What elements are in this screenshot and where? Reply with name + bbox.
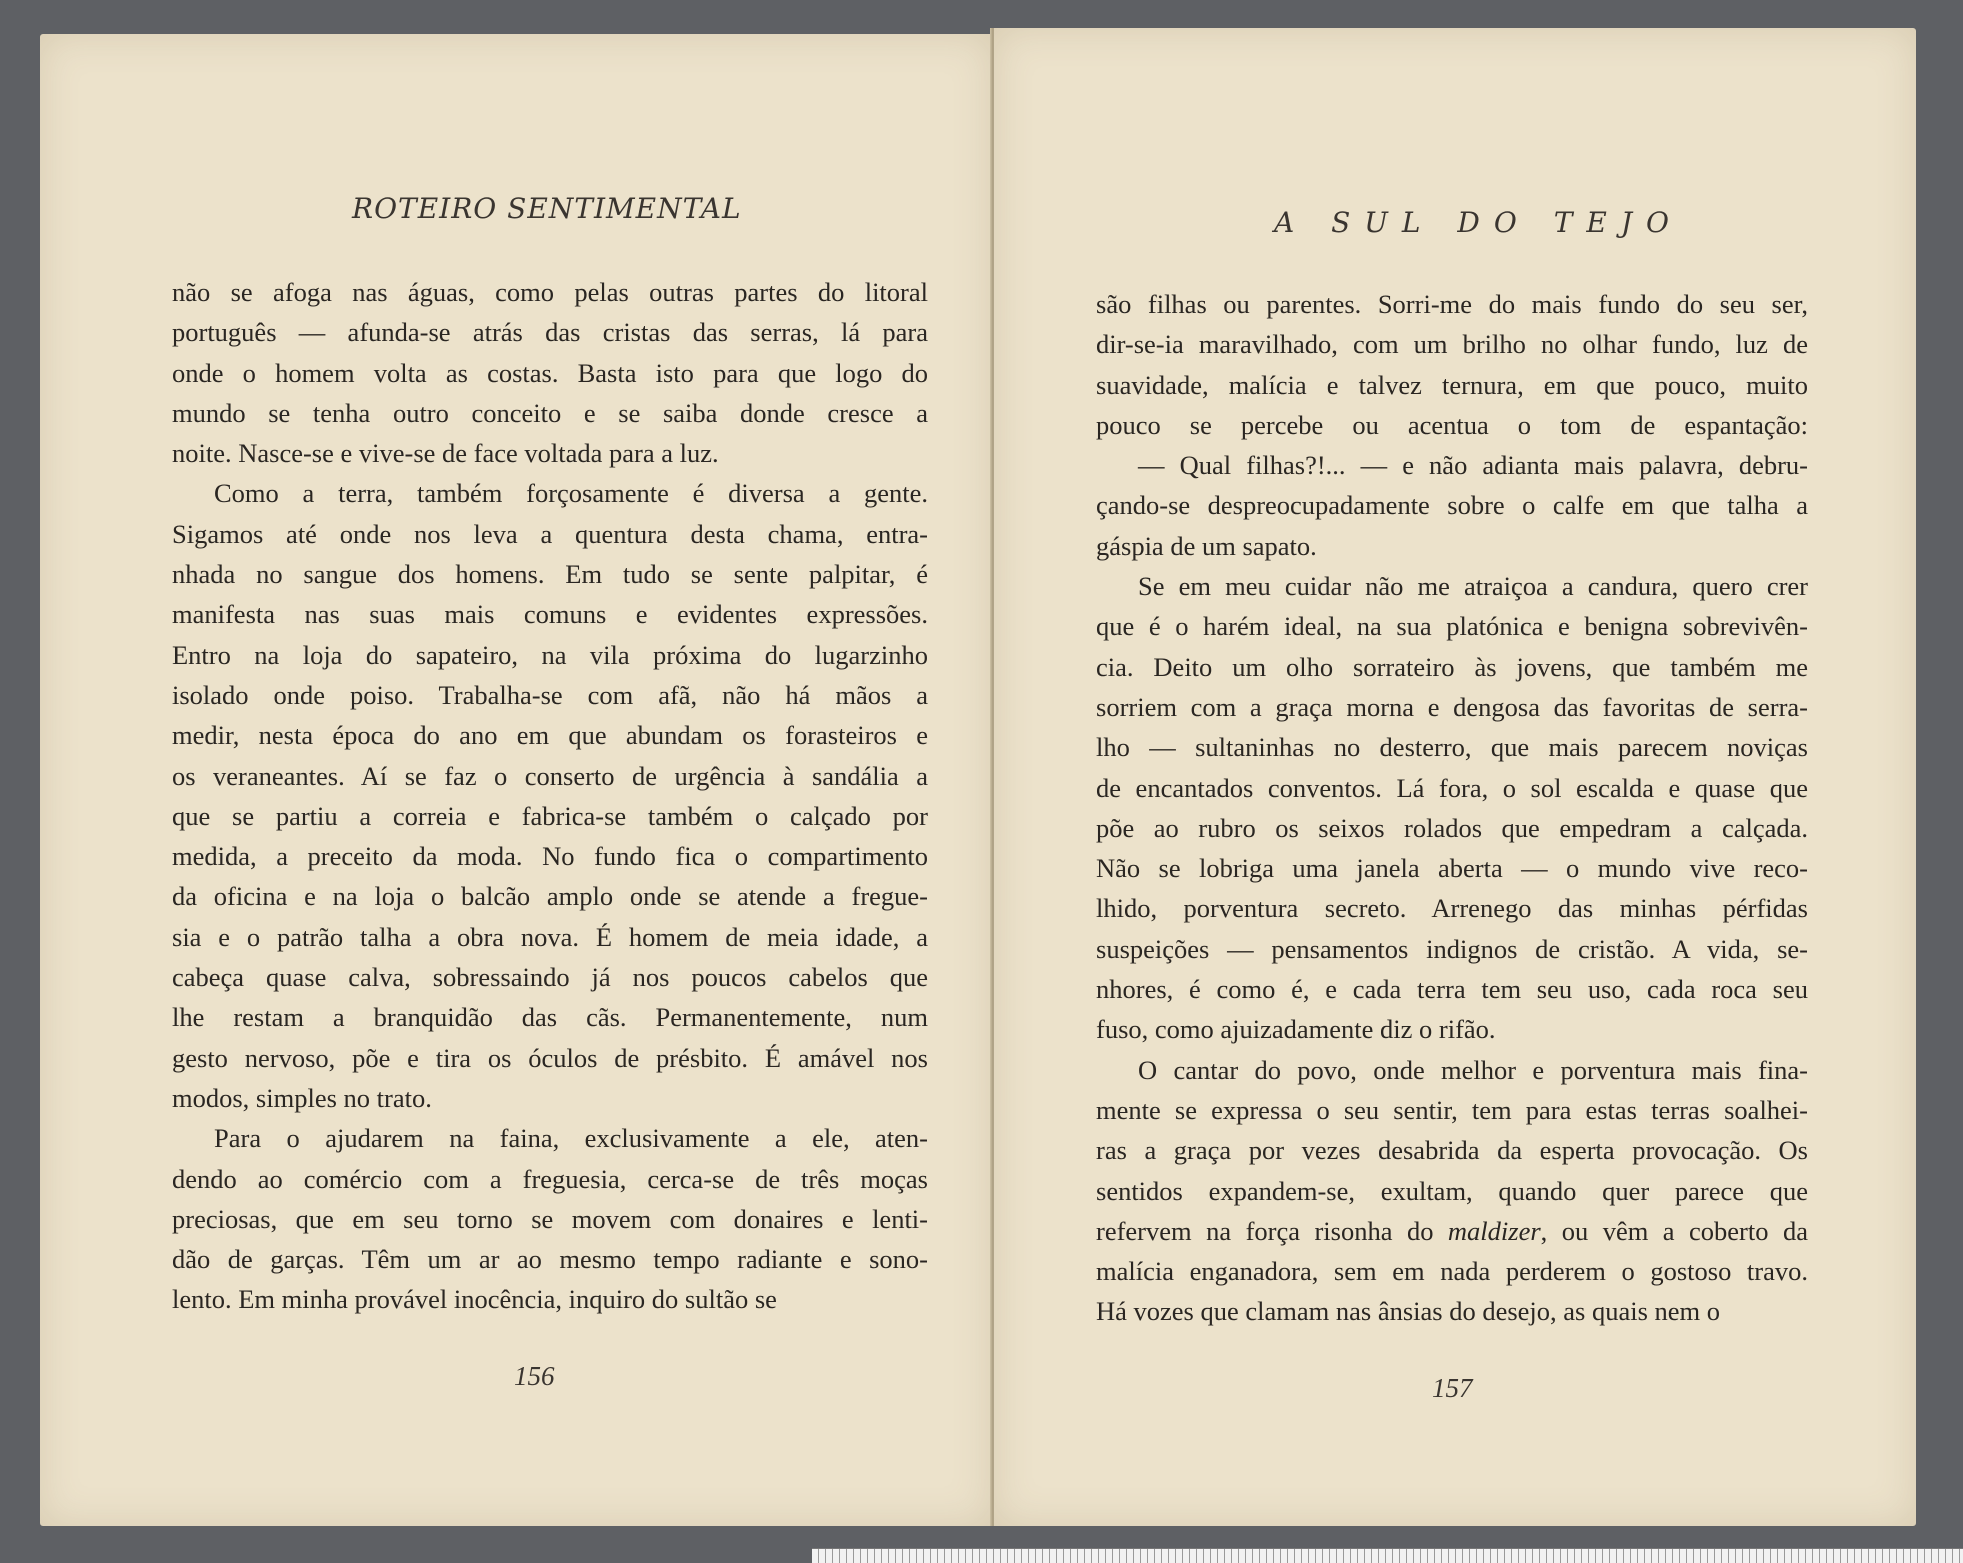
text-line: Se em meu cuidar não me atraiçoa a candura, quero crer	[1138, 571, 1808, 602]
text-block	[172, 272, 928, 1320]
text-line: preciosas, que em seu torno se movem com donaires e lenti-	[172, 1203, 928, 1234]
text-line: malícia enganadora, sem em nada perderem o gostoso travo.	[1096, 1256, 1808, 1287]
text-line: Para o ajudarem na faina, exclusivamente a ele, aten-	[214, 1123, 928, 1154]
text-line: nhores, é como é, e cada terra tem seu uso, cada roca seu	[1096, 974, 1808, 1005]
text-line: dir-se-ia maravilhado, com um brilho no olhar fundo, luz de	[1096, 329, 1808, 360]
text-line: sorriem com a graça morna e dengosa das favoritas de serra-	[1096, 691, 1808, 722]
text-line: manifesta nas suas mais comuns e evidentes expressões.	[172, 599, 928, 630]
text-line: que é o harém ideal, na sua platónica e benigna sobrevivên-	[1096, 611, 1808, 642]
text-line: que se partiu a correia e fabrica-se também o calçado por	[172, 800, 928, 831]
left-page	[40, 34, 992, 1526]
text-line: os veraneantes. Aí se faz o conserto de urgência à sandália a	[172, 760, 928, 791]
text-line: dão de garças. Têm um ar ao mesmo tempo radiante e sono-	[172, 1244, 928, 1275]
text-line: Há vozes que clamam nas ânsias do desejo, as quais nem o	[1096, 1296, 1721, 1327]
text-line: cia. Deito um olho sorrateiro às jovens, que também me	[1096, 651, 1808, 682]
text-line: mundo se tenha outro conceito e se saiba donde cresce a	[172, 397, 928, 428]
text-line	[1096, 1211, 1808, 1251]
text-line: fuso, como ajuizadamente diz o rifão.	[1096, 1014, 1496, 1045]
text-line: pouco se percebe ou acentua o tom de espantação:	[1096, 409, 1808, 440]
text-line: dendo ao comércio com a freguesia, cerca-se de três moças	[172, 1163, 928, 1194]
text-line: são filhas ou parentes. Sorri-me do mais fundo do seu ser,	[1096, 289, 1808, 319]
text-line: O cantar do povo, onde melhor e porventura mais fina-	[1138, 1054, 1808, 1085]
text-line: não se afoga nas águas, como pelas outras partes do litoral	[172, 277, 928, 307]
text-line: isolado onde poiso. Trabalha-se com afã, não há mãos a	[172, 679, 928, 710]
text-line: Entro na loja do sapateiro, na vila próxima do lugarzinho	[172, 639, 928, 670]
text-line: da oficina e na loja o balcão amplo onde se atende a fregue-	[172, 881, 928, 912]
running-head: ROTEIRO SENTIMENTAL	[352, 192, 742, 225]
right-page	[994, 28, 1916, 1526]
text-line: onde o homem volta as costas. Basta isto para que logo do	[172, 357, 928, 388]
text-line: gesto nervoso, põe e tira os óculos de présbito. É amável nos	[172, 1042, 928, 1073]
text-run: , ou vêm a coberto da	[1540, 1215, 1808, 1246]
text-line: noite. Nasce-se e vive-se de face voltada para a luz.	[172, 438, 719, 469]
text-line: suavidade, malícia e talvez ternura, em que pouco, muito	[1096, 369, 1808, 400]
text-line: çando-se despreocupadamente sobre o calfe em que talha a	[1096, 490, 1808, 521]
text-line: modos, simples no trato.	[172, 1082, 432, 1113]
text-run: refervem na força risonha do	[1096, 1215, 1448, 1246]
text-line: português — afunda-se atrás das cristas das serras, lá para	[172, 317, 928, 348]
text-line: ras a graça por vezes desabrida da esperta provocação. Os	[1096, 1135, 1808, 1166]
text-line: lhido, porventura secreto. Arrenego das minhas pérfidas	[1096, 893, 1808, 924]
scale-ruler	[812, 1548, 1963, 1563]
text-line: Como a terra, também forçosamente é diversa a gente.	[214, 478, 928, 509]
text-line: suspeições — pensamentos indignos de cristão. A vida, se-	[1096, 933, 1808, 964]
text-line: lho — sultaninhas no desterro, que mais parecem noviças	[1096, 732, 1808, 763]
page-number: 156	[514, 1361, 555, 1391]
text-line: cabeça quase calva, sobressaindo já nos poucos cabelos que	[172, 962, 928, 993]
text-line: lento. Em minha provável inocência, inquiro do sultão se	[172, 1284, 777, 1315]
text-line: lhe restam a branquidão das cãs. Permanentemente, num	[172, 1002, 928, 1033]
text-line: sentidos expandem-se, exultam, quando quer parece que	[1096, 1175, 1808, 1206]
text-line: de encantados conventos. Lá fora, o sol escalda e quase que	[1096, 772, 1808, 803]
text-line: medir, nesta época do ano em que abundam os forasteiros e	[172, 720, 928, 751]
text-line: nhada no sangue dos homens. Em tudo se sente palpitar, é	[172, 559, 928, 590]
text-line: medida, a preceito da moda. No fundo fica o compartimento	[172, 841, 928, 872]
text-line: Não se lobriga uma janela aberta — o mundo vive reco-	[1096, 853, 1808, 884]
text-line: põe ao rubro os seixos rolados que empedram a calçada.	[1096, 812, 1808, 843]
text-line: sia e o patrão talha a obra nova. É homem de meia idade, a	[172, 921, 928, 952]
page-number: 157	[1432, 1373, 1473, 1403]
text-block	[1096, 284, 1808, 1332]
text-line: gáspia de um sapato.	[1096, 530, 1317, 561]
text-line: mente se expressa o seu sentir, tem para estas terras soalhei-	[1096, 1094, 1808, 1125]
text-line: Sigamos até onde nos leva a quentura desta chama, entra-	[172, 518, 928, 549]
running-head: A SUL DO TEJO	[1274, 206, 1683, 239]
italic-word: maldizer	[1447, 1215, 1541, 1246]
text-line: — Qual filhas?!... — e não adianta mais palavra, debru-	[1138, 450, 1808, 481]
